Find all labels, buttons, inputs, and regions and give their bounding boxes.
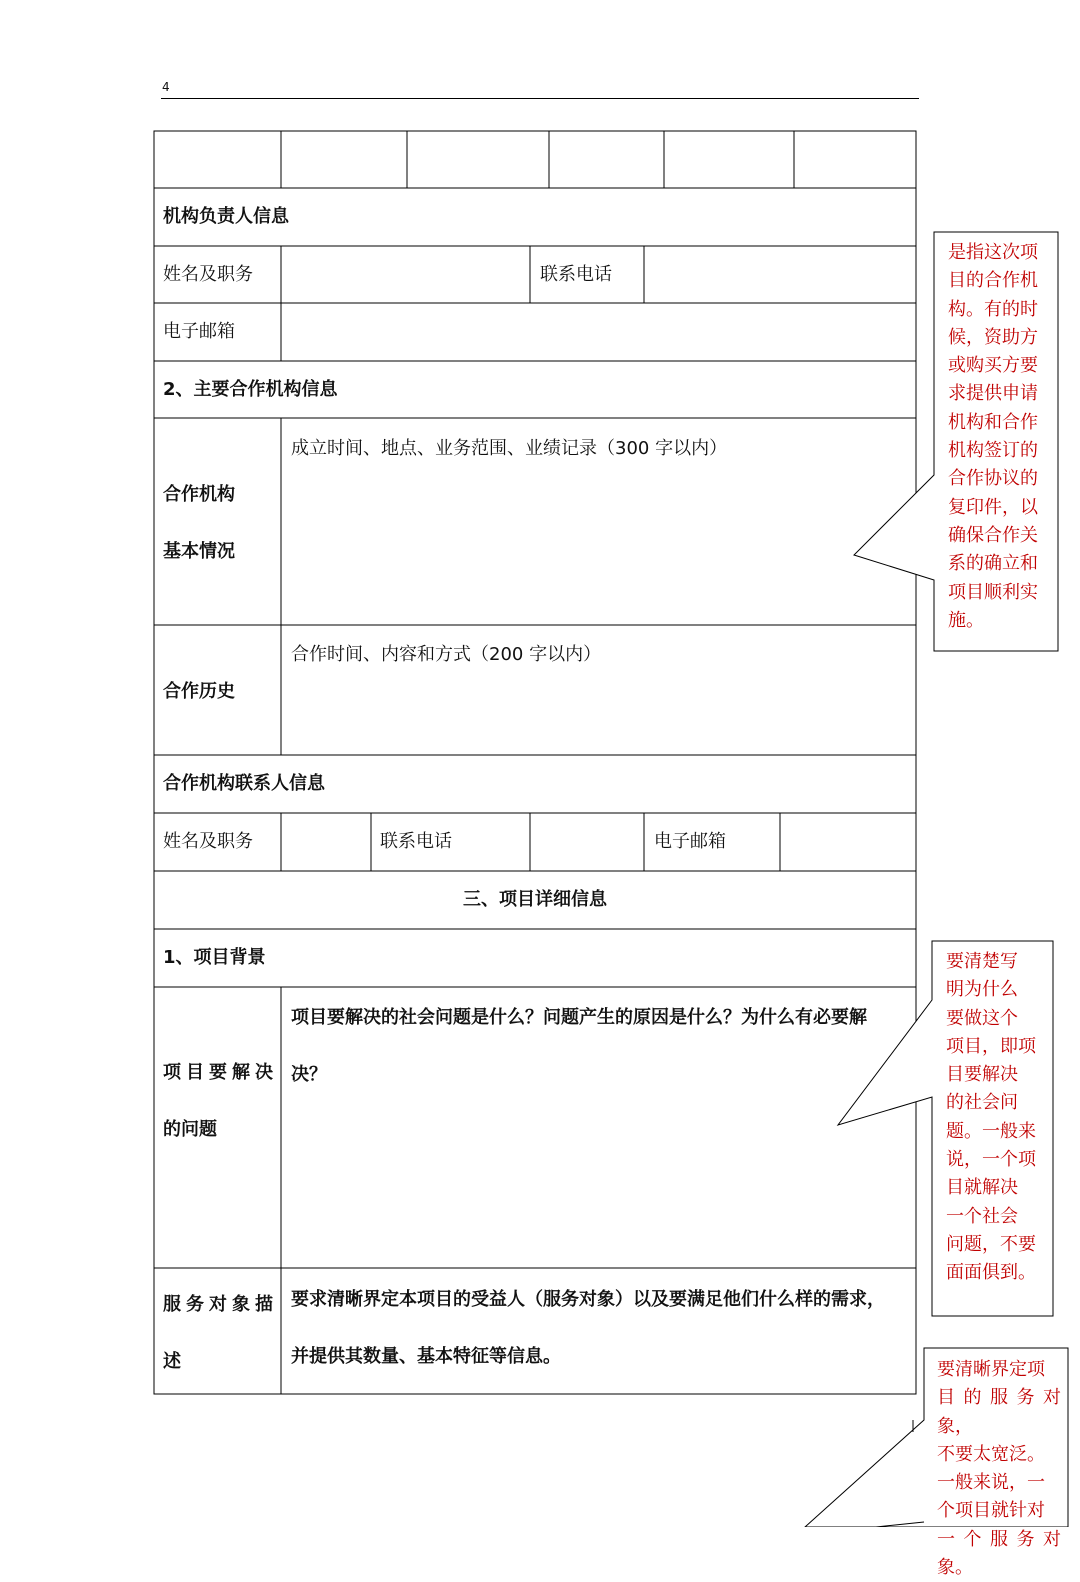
leader-phone-label: 联系电话: [540, 263, 612, 285]
contact-name-label: 姓名及职务: [163, 831, 253, 852]
problem-hint: 项目要解决的社会问题是什么？问题产生的原因是什么？为什么有必要解 决？: [291, 1007, 867, 1085]
contact-section-heading: 合作机构联系人信息: [163, 773, 325, 794]
problem-callout: 要清楚写 明为什么 要做这个 项目，即项 目要解决 的社会问 题。一般来 说，一个项 目就解决 一个社会 问题，不要 面面俱到。: [946, 951, 1036, 1284]
contact-phone-label: 联系电话: [380, 831, 452, 852]
history-hint: 合作时间、内容和方式（200 字以内）: [291, 644, 602, 665]
service-label: 服务对象描 述: [163, 1294, 273, 1372]
contact-email-label: 电子邮箱: [654, 831, 726, 852]
partner-basic-hint: 成立时间、地点、业务范围、业绩记录（300 字以内）: [291, 438, 728, 459]
service-callout: 要清晰界定项 目的服务对象， 不要太宽泛。 一般来说，一 个项目就针对 一个服务对象。: [937, 1359, 1061, 1579]
history-label: 合作历史: [163, 680, 235, 702]
partner-section-heading: 2、主要合作机构信息: [163, 378, 338, 400]
page-number: 4: [162, 80, 170, 94]
service-hint: 要求清晰界定本项目的受益人（服务对象）以及要满足他们什么样的需求， 并提供其数量、基本特征等信息。: [291, 1289, 885, 1367]
partner-basic-label: 合作机构 基本情况: [163, 484, 235, 562]
project-detail-heading: 三、项目详细信息: [463, 889, 607, 910]
partner-callout: 是指这次项 目的合作机 构。有的时 候，资助方 或购买方要 求提供申请 机构和合作 机构签订的 合作协议的 复印件，以 确保合作关 系的确立和 项目顺利实 施。: [948, 242, 1038, 631]
leader-name-label: 姓名及职务: [163, 263, 253, 285]
leader-email-label: 电子邮箱: [163, 321, 235, 342]
problem-label: 项目要解决 的问题: [163, 1062, 273, 1140]
leader-section-heading: 机构负责人信息: [163, 206, 289, 227]
background-section-heading: 1、项目背景: [163, 947, 266, 968]
